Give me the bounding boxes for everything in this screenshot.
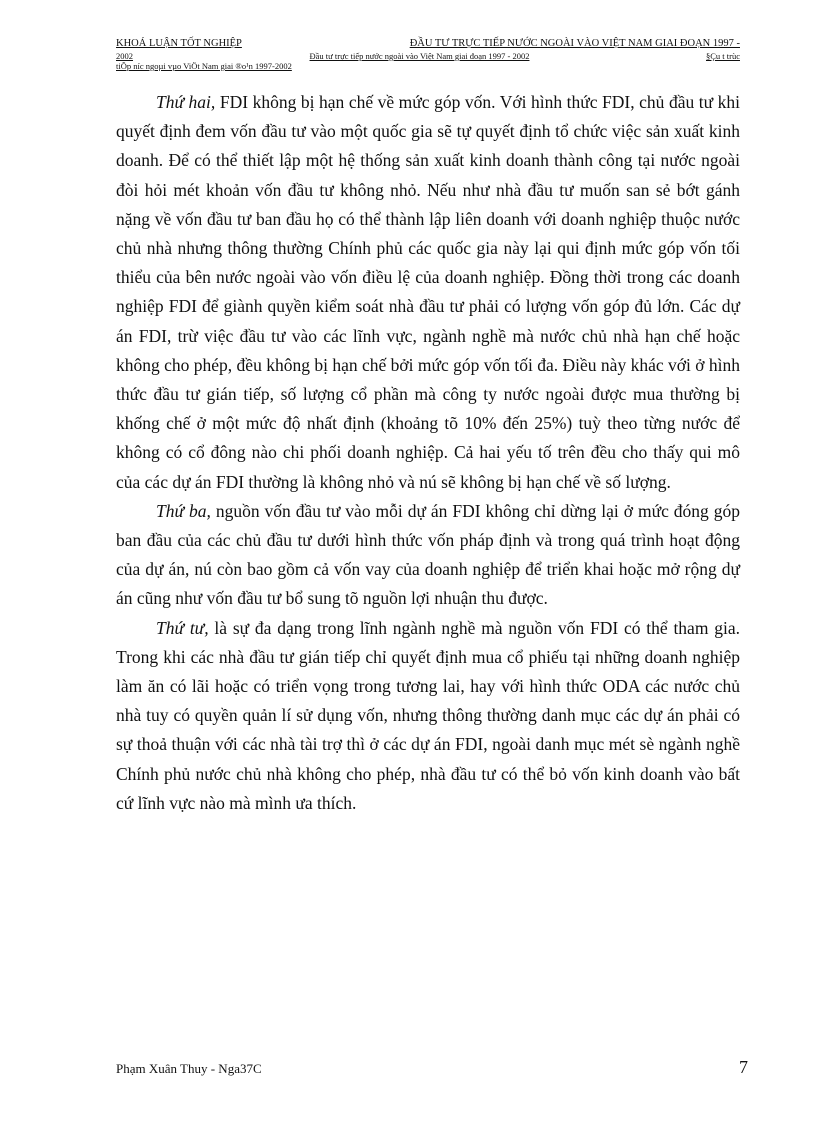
paragraph-text: FDI không bị hạn chế về mức góp vốn. Với hình thức FDI, chủ đầu tư khi quyết định đem vốn đầu tư vào một quốc gia sẽ tự quyết định tổ chức việc sản xuất kinh doanh. Để có thể thiết lập một hệ thống sản xuất kinh doanh thành công tại nước ngoài đòi hỏi mét khoản vốn đầu tư không nhỏ. Nếu như nhà đầu tư muốn san sẻ bớt gánh nặng về vốn đầu tư ban đầu họ có thể thành lập liên doanh với doanh nghiệp thuộc nước chủ nhà nhưng thông thường Chính phủ các quốc gia này lại qui định mức góp vốn tối thiểu của bên nước ngoài vào vốn điều lệ của doanh nghiệp. Đồng thời trong các doanh nghiệp FDI để giành quyền kiểm soát nhà đầu tư phải có lượng vốn góp đủ lớn. Các dự án FDI, trừ việc đầu tư vào các lĩnh vực, ngành nghề mà nước chủ nhà hạn chế hoặc không cho phép, đều không bị hạn chế bởi mức góp vốn tối đa. Điều này khác với ở hình thức đầu tư gián tiếp, số lượng cổ phần mà công ty nước ngoài được mua thường bị khống chế ở một mức độ nhất định (khoảng tõ 10% đến 25%) tuỳ theo từng nước để không có cổ đông nào chi phối doanh nghiệp. Cả hai yếu tố trên đều cho thấy qui mô của các dự án FDI thường là không nhỏ và nú sẽ không bị hạn chế về số lượng. [116,92,741,492]
header-line-3: tiÕp níc ngoµi vµo ViÖt Nam giai ®o¹n 1997-2002 [116,61,292,71]
paragraph-lead: Thứ ba, [156,500,211,521]
header-line-2 [116,51,740,61]
paragraph-lead: Thứ hai, [156,92,216,112]
paragraph-lead: Thứ tư, [156,617,209,638]
paragraph [116,88,740,497]
header-right: ĐẦU TƯ TRỰC TIẾP NƯỚC NGOÀI VÀO VIỆT NAM GIAI ĐOẠN 1997 - [409,38,740,49]
paragraph-text: là sự đa dạng trong lĩnh ngành nghề mà nguồn vốn FDI có thể tham gia. Trong khi các nhà đầu tư gián tiếp chỉ quyết định mua cổ phiếu tại những doanh nghiệp làm ăn có lãi hoặc có triển vọng trong tương lai, hay với hình thức ODA các nước chủ nhà tuy có quyền quản lí sử dụng vốn, nhưng thông thường danh mục các dự án phải có sự thoả thuận với các nhà tài trợ thì ở các dự án FDI, ngoài danh mục mét sè ngành nghề Chính phủ nước chủ nhà không cho phép, nhà đầu tư có thể bỏ vốn kinh doanh vào bất cứ lĩnh vực nào mà mình ưa thích. [116,617,740,813]
paragraph [116,614,740,818]
header-line2-right: §Çu t trùc [705,51,740,61]
header-left: KHOÁ LUẬN TỐT NGHIỆP [116,38,242,49]
paragraph [116,497,740,614]
document-body [116,88,740,818]
header-line2-middle: Đầu tư trực tiếp nước ngoài vào Việt Nam giai đoạn 1997 - 2002 [309,51,530,61]
page-number: 7 [739,1057,748,1077]
header-line-1 [116,38,740,50]
page-header [116,38,740,71]
paragraph-text: nguồn vốn đầu tư vào mỗi dự án FDI không chỉ dừng lại ở mức đóng góp ban đầu của các chủ đầu tư dưới hình thức vốn pháp định và trong quá trình hoạt động của dự án, nú còn bao gồm cả vốn vay của doanh nghiệp để triển khai hoặc mở rộng dự án cũng như vốn đầu tư bổ sung tõ nguồn lợi nhuận thu được. [116,500,741,609]
footer-author: Phạm Xuân Thuy - Nga37C [116,1061,262,1076]
page-footer [116,1057,748,1078]
header-line2-left: 2002 [116,51,133,61]
